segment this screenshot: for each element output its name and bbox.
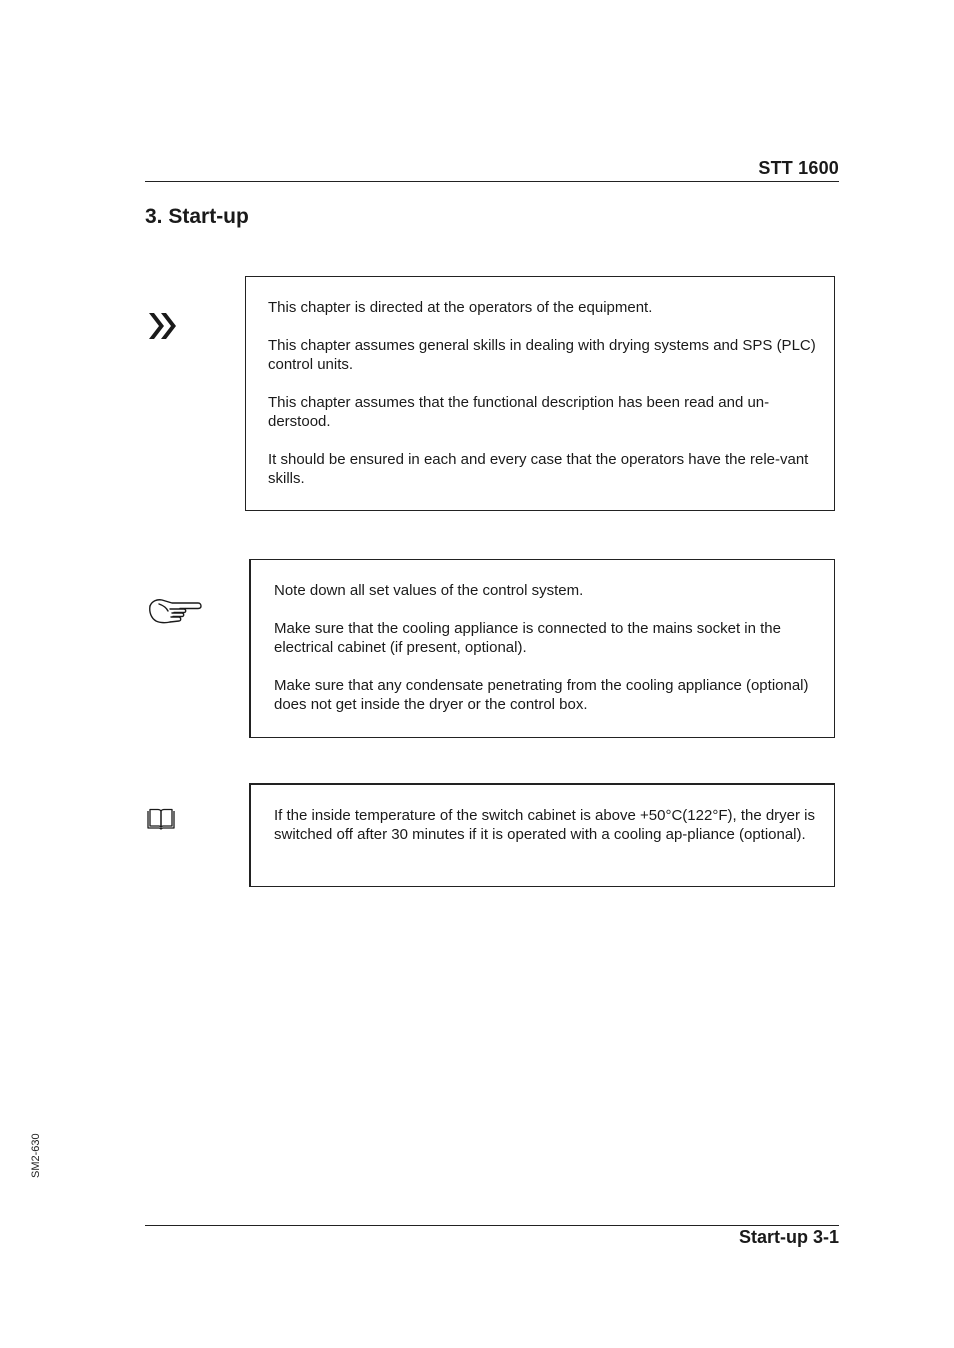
note-paragraph: Note down all set values of the control system. [274,582,584,599]
note-paragraph: Make sure that any condensate penetrating from the cooling appliance (optional) does not get inside the dryer or the control box. [274,677,809,713]
info-box-operators [245,276,835,511]
chapter-title: 3. Start-up [145,205,249,228]
pointing-hand-icon [148,596,202,626]
reference-box-temperature [249,783,835,887]
info-paragraph: This chapter assumes that the functional description has been read and un-derstood. [268,394,770,430]
reference-paragraph: If the inside temperature of the switch cabinet is above +50°C(122°F), the dryer is switched off after 30 minutes if it is operated with a cooling ap-pliance (optional). [274,807,816,843]
document-code: SM2-630 [30,1133,42,1178]
info-paragraph: This chapter assumes general skills in dealing with drying systems and SPS (PLC) control units. [268,337,816,373]
info-paragraph: It should be ensured in each and every case that the operators have the rele-vant skills. [268,451,809,487]
double-chevron-right-icon [146,309,182,345]
note-box-setup [249,559,835,738]
note-paragraph: Make sure that the cooling appliance is connected to the mains socket in the electrical cabinet (if present, optional). [274,620,781,656]
book-icon [147,808,175,830]
header-model-title: STT 1600 [758,158,839,178]
header-divider [145,181,839,182]
info-paragraph: This chapter is directed at the operators of the equipment. [268,299,653,316]
footer-page-label: Start-up 3-1 [738,1227,839,1247]
footer-divider [145,1225,839,1226]
